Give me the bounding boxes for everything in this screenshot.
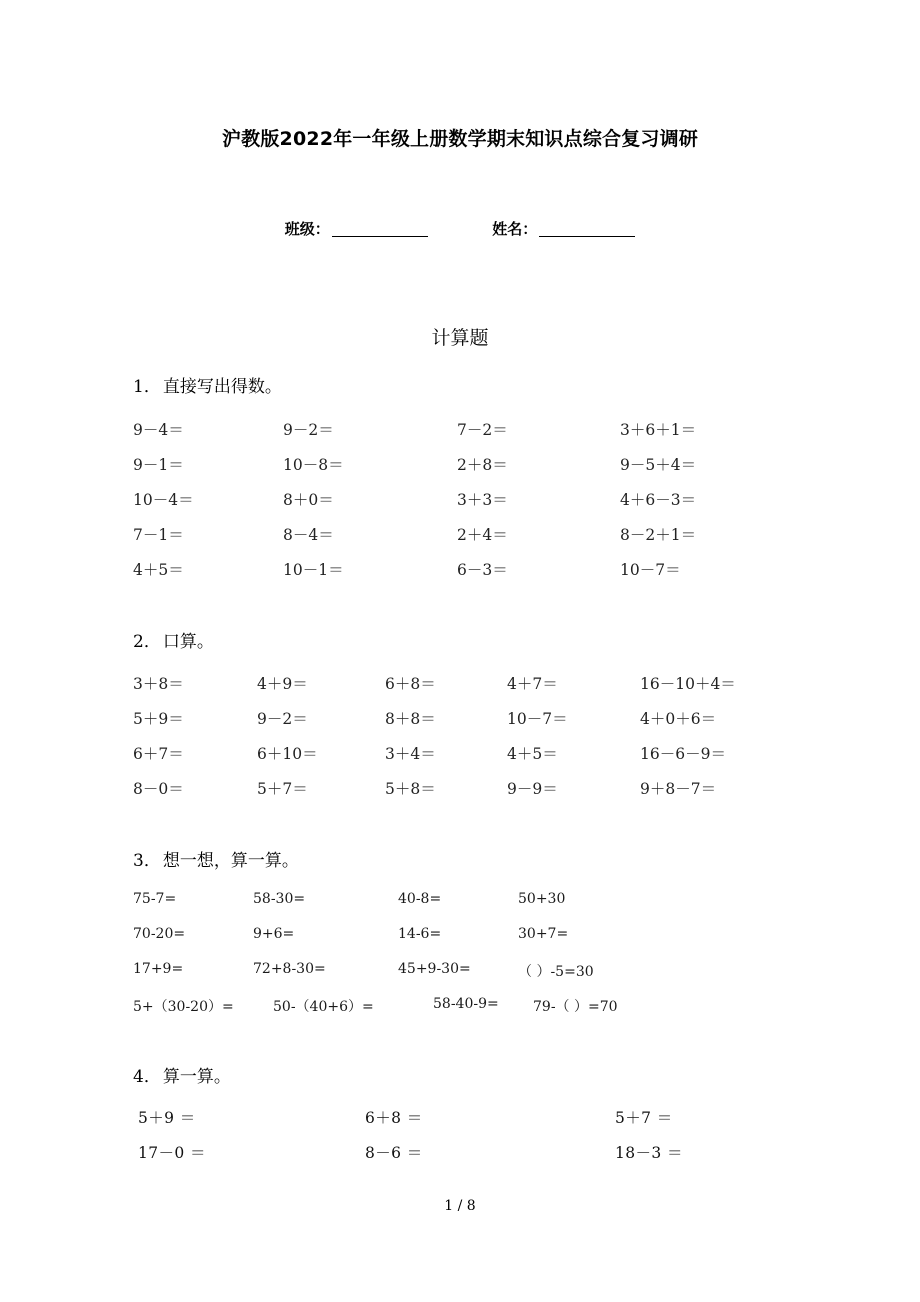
question-1-grid <box>133 418 853 593</box>
expression-row <box>133 707 853 742</box>
question-3-number: 3． <box>133 851 161 871</box>
section-heading: 计算题 <box>431 327 489 349</box>
expression-q2-r3-c2[interactable]: 6＋10＝ <box>257 745 318 763</box>
expression-q1-r3-c4[interactable]: 4＋6－3＝ <box>620 491 697 509</box>
expression-q1-r1-c1[interactable]: 9－4＝ <box>133 421 184 439</box>
expression-q1-r4-c4[interactable]: 8－2＋1＝ <box>620 526 697 544</box>
expression-q1-r5-c1[interactable]: 4＋5＝ <box>133 561 184 579</box>
expression-q2-r3-c1[interactable]: 6＋7＝ <box>133 745 184 763</box>
expression-row <box>133 777 853 812</box>
name-blank-line[interactable] <box>539 236 635 237</box>
expression-row <box>133 418 853 453</box>
expression-q4-r2-c3[interactable]: 18－3 ＝ <box>615 1144 683 1162</box>
expression-q3-r2-c1[interactable]: 70-20= <box>133 926 186 942</box>
expression-q3-r2-c2[interactable]: 9+6= <box>253 926 295 942</box>
class-field <box>285 218 428 239</box>
expression-q3-r4-c3[interactable]: 58-40-9= <box>433 996 499 1012</box>
expression-q1-r2-c4[interactable]: 9－5＋4＝ <box>620 456 697 474</box>
expression-q1-r5-c2[interactable]: 10－1＝ <box>283 561 344 579</box>
expression-q2-r1-c4[interactable]: 4＋7＝ <box>507 675 558 693</box>
question-1-number: 1． <box>133 377 161 397</box>
expression-q3-r2-c3[interactable]: 14-6= <box>398 926 442 942</box>
question-2-header <box>133 627 214 652</box>
question-2-grid <box>133 672 853 812</box>
expression-q2-r2-c1[interactable]: 5＋9＝ <box>133 710 184 728</box>
expression-q2-r3-c5[interactable]: 16－6－9＝ <box>640 745 726 763</box>
expression-q2-r4-c4[interactable]: 9－9＝ <box>507 780 558 798</box>
expression-q1-r5-c4[interactable]: 10－7＝ <box>620 561 681 579</box>
expression-q3-r3-c4[interactable]: （ ）-5=30 <box>518 964 594 980</box>
expression-q1-r4-c1[interactable]: 7－1＝ <box>133 526 184 544</box>
expression-q2-r3-c3[interactable]: 3＋4＝ <box>385 745 436 763</box>
expression-q3-r2-c4[interactable]: 30+7= <box>518 926 569 942</box>
expression-q2-r2-c2[interactable]: 9－2＝ <box>257 710 308 728</box>
page-number: 1 / 8 <box>444 1198 476 1214</box>
expression-q1-r4-c3[interactable]: 2＋4＝ <box>457 526 508 544</box>
expression-q2-r1-c2[interactable]: 4＋9＝ <box>257 675 308 693</box>
student-info-row <box>0 218 920 239</box>
question-2-prompt: 口算。 <box>162 632 214 652</box>
expression-row <box>133 453 853 488</box>
expression-q1-r5-c3[interactable]: 6－3＝ <box>457 561 508 579</box>
expression-q1-r4-c2[interactable]: 8－4＝ <box>283 526 334 544</box>
expression-q1-r1-c4[interactable]: 3＋6＋1＝ <box>620 421 697 439</box>
class-label: 班级： <box>284 220 330 238</box>
expression-q2-r3-c4[interactable]: 4＋5＝ <box>507 745 558 763</box>
expression-q2-r1-c3[interactable]: 6＋8＝ <box>385 675 436 693</box>
expression-q2-r2-c3[interactable]: 8＋8＝ <box>385 710 436 728</box>
expression-q1-r3-c1[interactable]: 10－4＝ <box>133 491 194 509</box>
expression-row <box>133 891 853 926</box>
expression-q1-r1-c3[interactable]: 7－2＝ <box>457 421 508 439</box>
expression-q3-r4-c4[interactable]: 79-（ ）=70 <box>533 999 618 1015</box>
expression-q1-r3-c3[interactable]: 3＋3＝ <box>457 491 508 509</box>
expression-row <box>133 961 853 996</box>
expression-q4-r1-c1[interactable]: 5＋9 ＝ <box>138 1109 196 1127</box>
expression-q3-r3-c2[interactable]: 72+8-30= <box>253 961 326 977</box>
question-3-prompt: 想一想，算一算。 <box>162 851 299 871</box>
expression-q3-r3-c3[interactable]: 45+9-30= <box>398 961 471 977</box>
expression-row <box>133 1141 853 1176</box>
expression-q2-r4-c1[interactable]: 8－0＝ <box>133 780 184 798</box>
question-3-grid <box>133 891 853 1031</box>
question-1-prompt: 直接写出得数。 <box>162 377 282 397</box>
expression-q2-r1-c5[interactable]: 16－10＋4＝ <box>640 675 736 693</box>
question-2-number: 2． <box>133 632 161 652</box>
expression-q3-r4-c2[interactable]: 50-（40+6）= <box>273 999 374 1015</box>
class-blank-line[interactable] <box>332 236 428 237</box>
question-1-header <box>133 372 282 397</box>
expression-row <box>133 488 853 523</box>
expression-q4-r1-c3[interactable]: 5＋7 ＝ <box>615 1109 673 1127</box>
expression-q1-r1-c2[interactable]: 9－2＝ <box>283 421 334 439</box>
expression-row <box>133 523 853 558</box>
question-4-prompt: 算一算。 <box>162 1067 231 1087</box>
expression-q1-r2-c3[interactable]: 2＋8＝ <box>457 456 508 474</box>
expression-row <box>133 926 853 961</box>
expression-q1-r2-c2[interactable]: 10－8＝ <box>283 456 344 474</box>
expression-q2-r1-c1[interactable]: 3＋8＝ <box>133 675 184 693</box>
expression-q2-r4-c5[interactable]: 9＋8－7＝ <box>640 780 717 798</box>
expression-q3-r1-c1[interactable]: 75-7= <box>133 891 177 907</box>
question-4-number: 4． <box>133 1067 161 1087</box>
name-field <box>492 218 635 239</box>
question-4-grid <box>133 1106 853 1176</box>
expression-q1-r2-c1[interactable]: 9－1＝ <box>133 456 184 474</box>
question-4-header <box>133 1062 231 1087</box>
expression-q2-r4-c3[interactable]: 5＋8＝ <box>385 780 436 798</box>
name-label: 姓名： <box>492 220 538 238</box>
expression-q3-r4-c1[interactable]: 5+（30-20）= <box>133 999 234 1015</box>
expression-q3-r3-c1[interactable]: 17+9= <box>133 961 184 977</box>
question-3-header <box>133 846 299 871</box>
expression-q3-r1-c4[interactable]: 50+30 <box>518 891 566 907</box>
expression-q3-r1-c3[interactable]: 40-8= <box>398 891 442 907</box>
expression-q3-r1-c2[interactable]: 58-30= <box>253 891 306 907</box>
expression-row <box>133 996 853 1031</box>
expression-row <box>133 672 853 707</box>
expression-q2-r2-c5[interactable]: 4＋0＋6＝ <box>640 710 717 728</box>
page-title: 沪教版2022年一年级上册数学期末知识点综合复习调研 <box>221 128 699 150</box>
expression-q1-r3-c2[interactable]: 8＋0＝ <box>283 491 334 509</box>
expression-q4-r1-c2[interactable]: 6＋8 ＝ <box>365 1109 423 1127</box>
expression-q4-r2-c2[interactable]: 8－6 ＝ <box>365 1144 423 1162</box>
expression-q2-r2-c4[interactable]: 10－7＝ <box>507 710 568 728</box>
expression-q2-r4-c2[interactable]: 5＋7＝ <box>257 780 308 798</box>
expression-row <box>133 558 853 593</box>
expression-q4-r2-c1[interactable]: 17－0 ＝ <box>138 1144 206 1162</box>
expression-row <box>133 742 853 777</box>
expression-row <box>133 1106 853 1141</box>
